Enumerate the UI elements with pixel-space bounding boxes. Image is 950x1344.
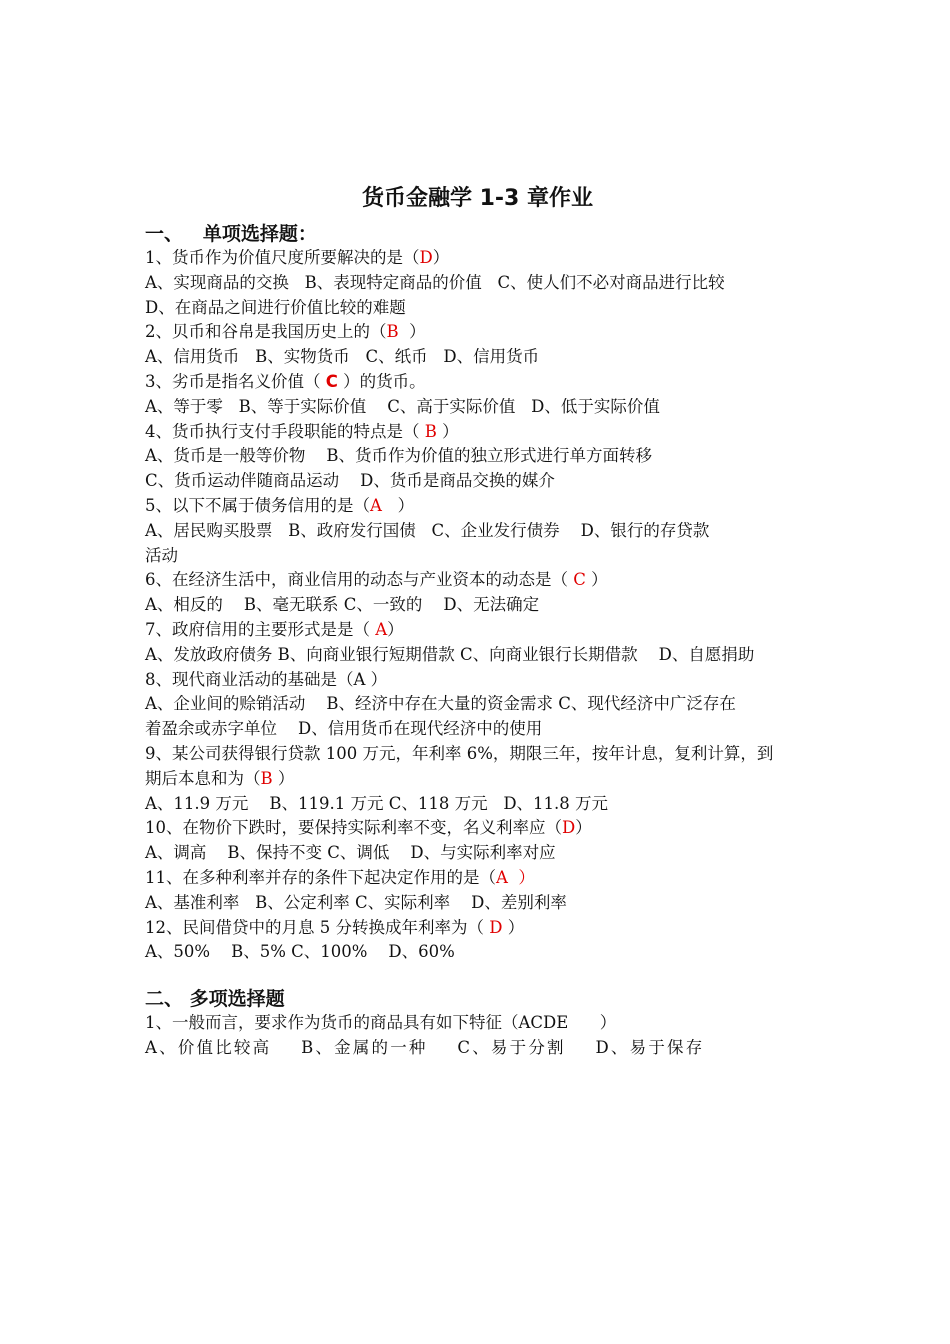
question-3 xyxy=(145,370,810,395)
answer-mark: A xyxy=(370,495,393,515)
question-text-end: ） xyxy=(585,570,608,590)
question-6 xyxy=(145,568,810,593)
question-4-options-cont: C、货币运动伴随商品运动 D、货币是商品交换的媒介 xyxy=(145,471,555,491)
question-8-options: A、企业间的赊销活动 B、经济中存在大量的资金需求 C、现代经济中广泛存在 xyxy=(145,694,736,714)
question-2 xyxy=(145,320,810,345)
question-text-end: ） xyxy=(575,818,592,838)
question-5-options-cont: 活动 xyxy=(145,545,178,565)
question-text-end: ） xyxy=(392,495,415,515)
question-9-cont xyxy=(145,767,810,792)
question-text-end: ） xyxy=(436,421,459,441)
question-text: 7、政府信用的主要形式是是（ xyxy=(145,619,376,639)
answer-mark: C xyxy=(573,570,586,590)
question-12-options: A、50% B、5% C、100% D、60% xyxy=(145,942,455,962)
question-text: 12、民间借贷中的月息 5 分转换成年利率为（ xyxy=(145,917,490,937)
question-text: 5、以下不属于债务信用的是（ xyxy=(145,495,370,515)
question-text-end: ）的货币。 xyxy=(337,371,426,391)
question-10 xyxy=(145,816,810,841)
question-7-options: A、发放政府债务 B、向商业银行短期借款 C、向商业银行长期借款 D、自愿捐助 xyxy=(145,644,755,664)
answer-mark: A xyxy=(496,867,519,887)
question-3-options: A、等于零 B、等于实际价值 C、高于实际价值 D、低于实际价值 xyxy=(145,396,660,416)
question-text: 11、在多种利率并存的条件下起决定作用的是（ xyxy=(145,867,496,887)
answer-mark: A xyxy=(375,619,388,639)
question-text-end: ） xyxy=(409,322,426,342)
question-2-options: A、信用货币 B、实物货币 C、纸币 D、信用货币 xyxy=(145,347,540,367)
question-text: 期后本息和为（ xyxy=(145,768,261,788)
question-4-options: A、货币是一般等价物 B、货币作为价值的独立形式进行单方面转移 xyxy=(145,446,653,466)
multi-question-1-options: A、价值比较高 B、金属的一种 C、易于分割 D、易于保存 xyxy=(145,1037,705,1057)
question-text: 1、货币作为价值尺度所要解决的是（ xyxy=(145,248,420,267)
question-text-end: ） xyxy=(272,768,295,788)
question-text-end: ） xyxy=(387,619,404,639)
answer-mark: C xyxy=(325,371,338,391)
answer-mark: D xyxy=(419,248,433,267)
question-text: 2、贝币和谷帛是我国历史上的（ xyxy=(145,322,387,342)
question-text-end: ） xyxy=(432,248,450,267)
question-text: 3、劣币是指名义价值（ xyxy=(145,371,326,391)
document-title: 货币金融学 1-3 章作业 xyxy=(361,186,594,211)
answer-mark: B xyxy=(260,768,273,788)
question-7 xyxy=(145,618,810,643)
question-1 xyxy=(145,246,810,271)
question-1-options-cont: D、在商品之间进行价值比较的难题 xyxy=(145,297,406,317)
question-10-options: A、调高 B、保持不变 C、调低 D、与实际利率对应 xyxy=(145,843,556,863)
question-12 xyxy=(145,916,810,941)
question-8-options-cont: 着盈余或赤字单位 D、信用货币在现代经济中的使用 xyxy=(145,719,543,739)
question-8: 8、现代商业活动的基础是（A ） xyxy=(145,669,388,689)
question-11-options: A、基准利率 B、公定利率 C、实际利率 D、差别利率 xyxy=(145,892,567,912)
answer-mark: D xyxy=(562,818,576,838)
answer-mark: B xyxy=(386,322,410,342)
question-1-options: A、实现商品的交换 B、表现特定商品的价值 C、使人们不必对商品进行比较 xyxy=(145,272,725,292)
section-heading-single-choice: 一、 单项选择题： xyxy=(145,223,317,245)
answer-mark: D xyxy=(489,917,503,937)
question-text: 4、货币执行支付手段职能的特点是（ xyxy=(145,421,425,441)
question-text-end: ） xyxy=(502,917,525,937)
multi-question-1: 1、一般而言，要求作为货币的商品具有如下特征（ACDE ） xyxy=(145,1013,617,1033)
question-text: 10、在物价下跌时，要保持实际利率不变，名义利率应（ xyxy=(145,818,562,838)
answer-mark: B xyxy=(424,421,437,441)
question-text-end: ） xyxy=(518,867,535,887)
question-9-options: A、11.9 万元 B、119.1 万元 C、118 万元 D、11.8 万元 xyxy=(145,793,609,813)
question-4 xyxy=(145,420,810,445)
document-page xyxy=(145,182,810,1061)
section-heading-multi-choice: 二、 多项选择题 xyxy=(145,988,285,1011)
question-11 xyxy=(145,866,810,891)
question-text: 6、在经济生活中，商业信用的动态与产业资本的动态是（ xyxy=(145,570,574,590)
question-9: 9、某公司获得银行贷款 100 万元，年利率 6%，期限三年，按年计息，复利计算，到 xyxy=(145,743,774,763)
question-6-options: A、相反的 B、毫无联系 C、一致的 D、无法确定 xyxy=(145,595,540,615)
question-5 xyxy=(145,494,810,519)
question-5-options: A、居民购买股票 B、政府发行国债 C、企业发行债券 D、银行的存贷款 xyxy=(145,520,710,540)
